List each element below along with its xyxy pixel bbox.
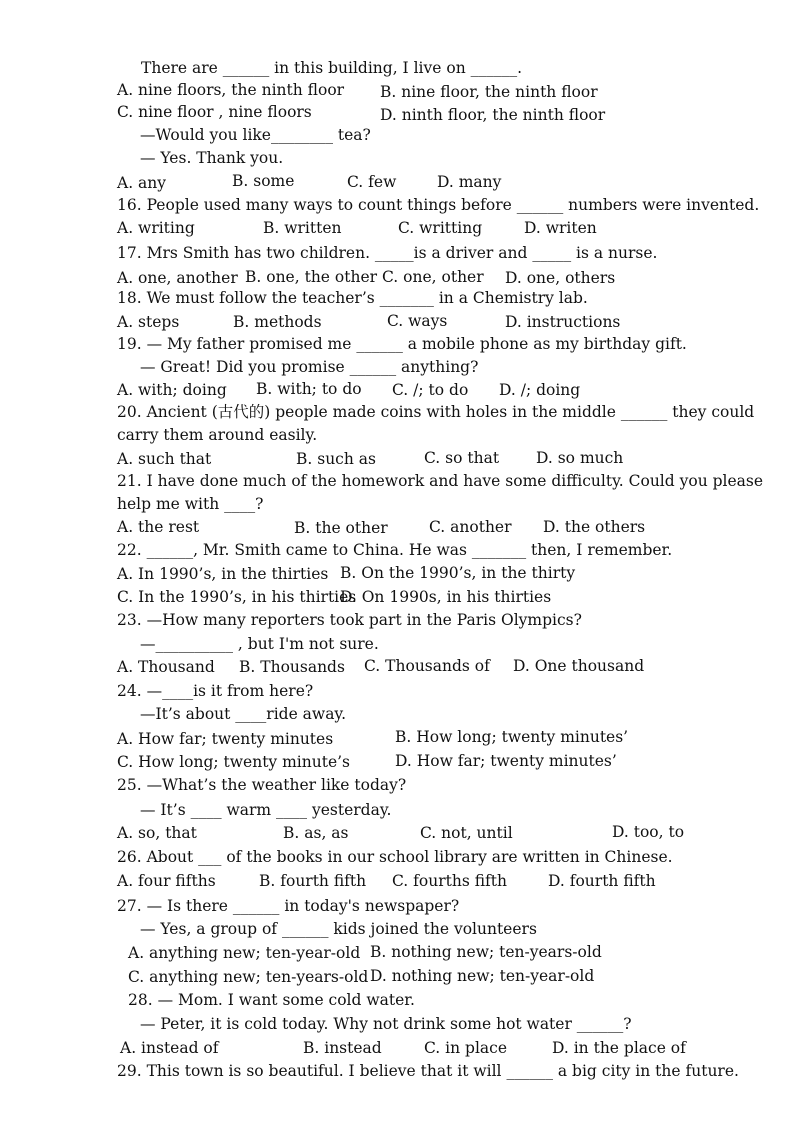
option-a: A. Thousand bbox=[117, 658, 215, 676]
question-line: 24. —____is it from here? bbox=[117, 682, 314, 700]
question-line: — It’s ____ warm ____ yesterday. bbox=[140, 801, 392, 819]
option-c: C. few bbox=[347, 173, 397, 191]
question-line: 26. About ___ of the books in our school library are written in Chinese. bbox=[117, 848, 673, 866]
question-line: 22. ______, Mr. Smith came to China. He was _______ then, I remember. bbox=[117, 541, 673, 559]
question-line: 19. — My father promised me ______ a mobile phone as my birthday gift. bbox=[117, 335, 687, 353]
option-c: C. another bbox=[429, 518, 512, 536]
option-d: D. in the place of bbox=[552, 1039, 686, 1057]
question-line: 18. We must follow the teacher’s _______ in a Chemistry lab. bbox=[117, 289, 588, 307]
question-line: There are ______ in this building, I live on ______. bbox=[141, 59, 523, 77]
option-b: B. fourth fifth bbox=[259, 872, 367, 890]
option-a: A. nine floors, the ninth floor bbox=[117, 81, 345, 99]
question-line: —Would you like________ tea? bbox=[140, 126, 371, 144]
option-a: A. writing bbox=[117, 219, 195, 237]
option-d: D. too, to bbox=[612, 823, 685, 841]
option-a: A. with; doing bbox=[117, 381, 227, 399]
question-line: 17. Mrs Smith has two children. _____is a driver and _____ is a nurse. bbox=[117, 244, 658, 262]
option-c: C. In the 1990’s, in his thirties bbox=[117, 588, 357, 606]
option-a: A. four fifths bbox=[117, 872, 216, 890]
option-d: D. writen bbox=[524, 219, 597, 237]
option-a: A. any bbox=[117, 174, 167, 192]
option-d: D. fourth fifth bbox=[548, 872, 656, 890]
option-d: D. One thousand bbox=[513, 657, 645, 675]
question-line: —__________ , but I'm not sure. bbox=[140, 635, 379, 653]
option-b: B. How long; twenty minutes’ bbox=[395, 728, 629, 746]
question-line: carry them around easily. bbox=[117, 426, 318, 444]
question-line: 29. This town is so beautiful. I believe that it will ______ a big city in the future. bbox=[117, 1062, 739, 1080]
option-b: B. On the 1990’s, in the thirty bbox=[340, 564, 576, 582]
question-line: 20. Ancient (古代的) people made coins with holes in the middle ______ they could bbox=[117, 403, 755, 421]
option-d: D. /; doing bbox=[499, 381, 581, 399]
option-d: D. How far; twenty minutes’ bbox=[395, 752, 617, 770]
option-b: B. Thousands bbox=[239, 658, 345, 676]
question-line: — Yes. Thank you. bbox=[140, 149, 284, 167]
option-b: B. one, the other bbox=[245, 268, 378, 286]
option-b: B. the other bbox=[294, 519, 388, 537]
option-c: C. not, until bbox=[420, 824, 513, 842]
question-line: — Great! Did you promise ______ anything? bbox=[140, 358, 479, 376]
option-a: A. the rest bbox=[117, 518, 200, 536]
option-c: C. How long; twenty minute’s bbox=[117, 753, 351, 771]
question-line: 28. — Mom. I want some cold water. bbox=[128, 991, 415, 1009]
option-b: B. as, as bbox=[283, 824, 349, 842]
option-c: C. ways bbox=[387, 312, 448, 330]
option-b: B. nothing new; ten-years-old bbox=[370, 943, 602, 961]
question-line: —It’s about ____ride away. bbox=[140, 705, 347, 723]
option-d: D. On 1990s, in his thirties bbox=[340, 588, 552, 606]
question-line: 23. —How many reporters took part in the Paris Olympics? bbox=[117, 611, 582, 629]
question-line: 21. I have done much of the homework and have some difficulty. Could you please bbox=[117, 472, 764, 490]
option-c: C. Thousands of bbox=[364, 657, 490, 675]
option-c: C. in place bbox=[424, 1039, 508, 1057]
question-line: — Yes, a group of ______ kids joined the volunteers bbox=[140, 920, 537, 938]
option-a: A. anything new; ten-year-old bbox=[128, 944, 361, 962]
option-d: D. one, others bbox=[505, 269, 616, 287]
option-a: A. one, another bbox=[117, 269, 238, 287]
question-line: 27. — Is there ______ in today's newspaper? bbox=[117, 897, 460, 915]
option-b: B. such as bbox=[296, 450, 376, 468]
option-a: A. How far; twenty minutes bbox=[117, 730, 334, 748]
option-c: C. writting bbox=[398, 219, 483, 237]
option-d: D. so much bbox=[536, 449, 624, 467]
option-b: B. nine floor, the ninth floor bbox=[380, 83, 598, 101]
option-c: C. fourths fifth bbox=[392, 872, 508, 890]
question-line: 16. People used many ways to count things before ______ numbers were invented. bbox=[117, 196, 760, 214]
option-b: B. some bbox=[232, 172, 295, 190]
option-a: A. In 1990’s, in the thirties bbox=[117, 565, 329, 583]
option-d: D. the others bbox=[543, 518, 646, 536]
option-d: D. many bbox=[437, 173, 502, 191]
question-line: — Peter, it is cold today. Why not drink some hot water ______? bbox=[140, 1015, 632, 1033]
option-b: B. with; to do bbox=[256, 380, 362, 398]
option-c: C. one, other bbox=[382, 268, 484, 286]
option-c: C. anything new; ten-years-old bbox=[128, 968, 369, 986]
question-line: help me with ____? bbox=[117, 495, 264, 513]
option-a: A. steps bbox=[117, 313, 180, 331]
question-line: 25. —What’s the weather like today? bbox=[117, 776, 407, 794]
option-c: C. nine floor , nine floors bbox=[117, 103, 312, 121]
option-d: D. ninth floor, the ninth floor bbox=[380, 106, 606, 124]
option-c: C. /; to do bbox=[392, 381, 469, 399]
option-d: D. instructions bbox=[505, 313, 621, 331]
option-d: D. nothing new; ten-year-old bbox=[370, 967, 595, 985]
option-a: A. so, that bbox=[117, 824, 197, 842]
option-a: A. such that bbox=[117, 450, 212, 468]
option-b: B. methods bbox=[233, 313, 322, 331]
option-b: B. instead bbox=[303, 1039, 382, 1057]
option-a: A. instead of bbox=[120, 1039, 219, 1057]
option-b: B. written bbox=[263, 219, 342, 237]
option-c: C. so that bbox=[424, 449, 500, 467]
